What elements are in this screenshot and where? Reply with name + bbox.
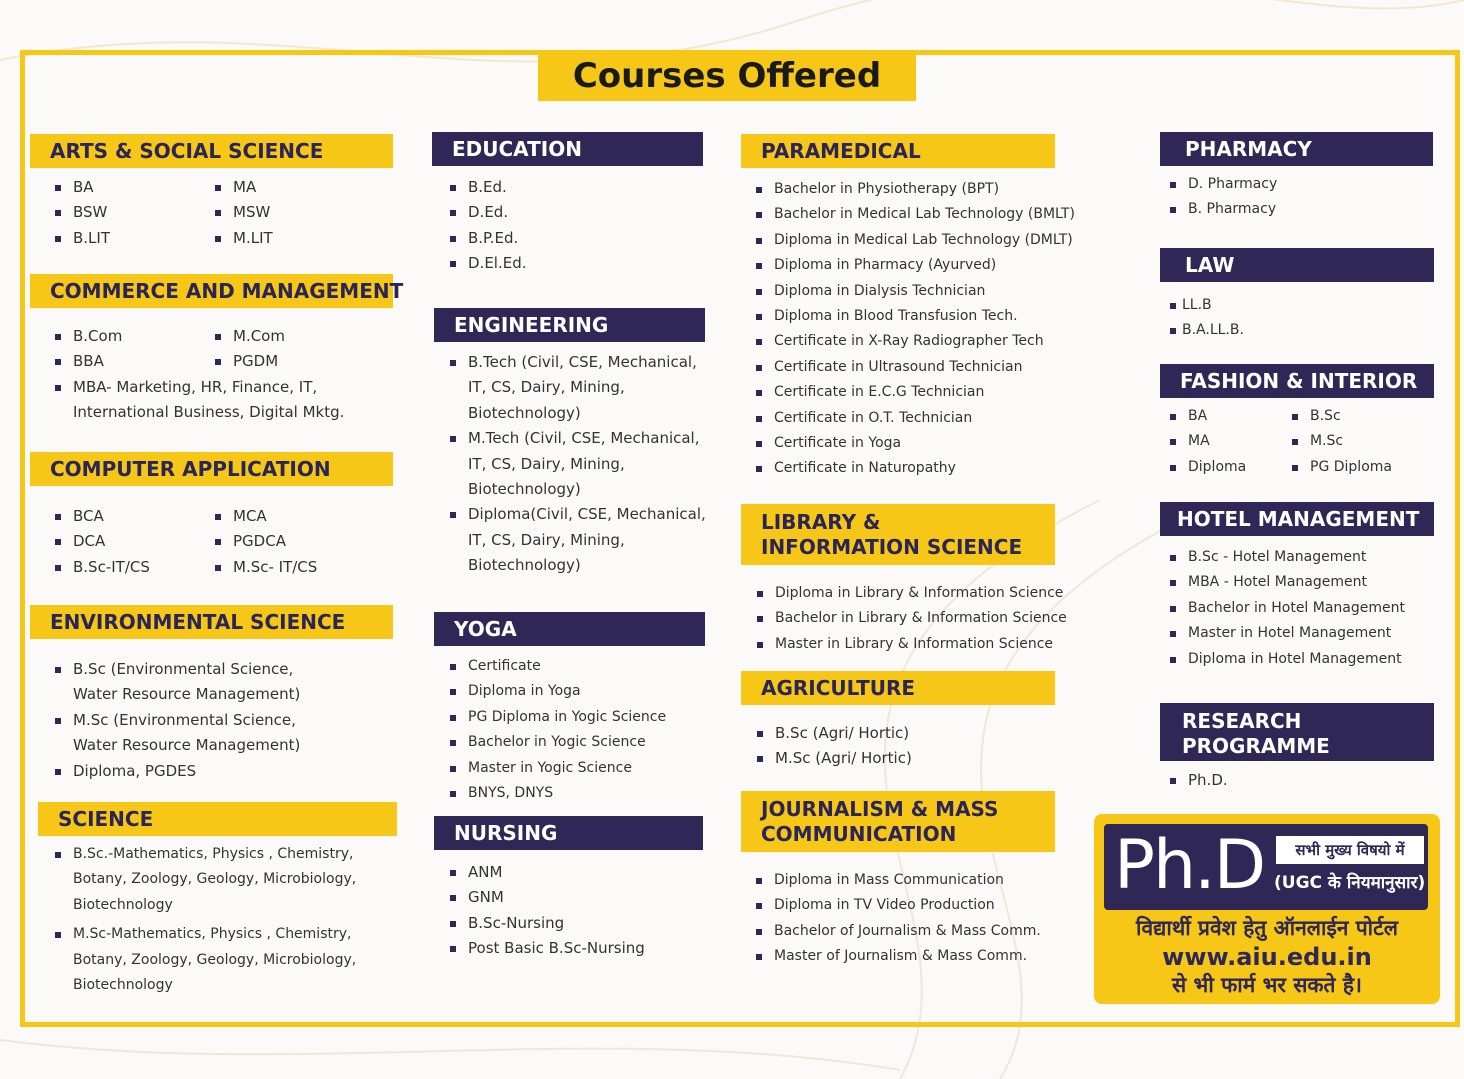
list-item: Diploma in TV Video Production	[756, 893, 1086, 918]
hotel-list	[1170, 545, 1440, 672]
list-item: B.Sc	[1292, 404, 1434, 429]
list-item: Post Basic B.Sc-Nursing	[450, 936, 712, 961]
list-item: Ph.D.	[1170, 768, 1430, 793]
paramedical-list	[756, 177, 1096, 482]
list-item: BA	[55, 175, 215, 200]
list-item: PG Diploma	[1292, 455, 1434, 480]
environmental-list	[55, 657, 335, 784]
list-item: Diploma	[1170, 455, 1292, 480]
phd-title: Ph.D	[1114, 826, 1265, 905]
list-item: PGDCA	[215, 529, 375, 554]
list-item: B.P.Ed.	[450, 226, 700, 251]
journalism-list	[756, 868, 1086, 970]
library-list	[757, 581, 1087, 657]
list-item: Diploma, PGDES	[55, 759, 335, 784]
research-list	[1170, 768, 1430, 793]
education-heading: EDUCATION	[432, 132, 703, 166]
list-item: B.Sc (Agri/ Hortic)	[757, 721, 1057, 746]
commerce-mba-list	[55, 375, 385, 426]
phd-ugc-note: (UGC के नियमानुसार)	[1274, 873, 1426, 893]
list-item: B.A.LL.B.	[1170, 318, 1430, 343]
computer-heading: COMPUTER APPLICATION	[30, 452, 393, 486]
list-item: Master in Library & Information Science	[757, 632, 1087, 657]
hotel-heading: HOTEL MANAGEMENT	[1160, 502, 1434, 536]
computer-list	[55, 504, 395, 580]
law-heading: LAW	[1160, 248, 1434, 282]
list-item: D.El.Ed.	[450, 251, 700, 276]
list-item: BA	[1170, 404, 1292, 429]
list-item: Bachelor in Yogic Science	[450, 730, 712, 755]
list-item: LL.B	[1170, 293, 1430, 318]
science-heading: SCIENCE	[38, 802, 397, 836]
list-item: B.Sc.-Mathematics, Physics , Chemistry, Botany, Zoology, Geology, Microbiology, Biotechnology	[55, 842, 375, 918]
nursing-list	[450, 860, 712, 962]
phd-promo-box	[1094, 814, 1440, 1004]
arts-heading: ARTS & SOCIAL SCIENCE	[30, 134, 393, 168]
pharmacy-heading: PHARMACY	[1160, 132, 1433, 166]
list-item: B.Sc (Environmental Science, Water Resource Management)	[55, 657, 335, 708]
list-item: MBA- Marketing, HR, Finance, IT, International Business, Digital Mktg.	[55, 375, 385, 426]
list-item: B.LIT	[55, 226, 215, 251]
list-item: Diploma in Mass Communication	[756, 868, 1086, 893]
list-item: M.Sc (Agri/ Hortic)	[757, 746, 1057, 771]
list-item: D.Ed.	[450, 200, 700, 225]
science-list	[55, 842, 375, 998]
list-item: B. Pharmacy	[1170, 197, 1430, 222]
phd-banner	[1104, 824, 1428, 910]
phd-subjects-chip: सभी मुख्य विषयो में	[1276, 836, 1424, 864]
research-heading: RESEARCH PROGRAMME	[1160, 703, 1434, 761]
list-item: Certificate in O.T. Technician	[756, 406, 1096, 431]
yoga-heading: YOGA	[434, 612, 705, 646]
arts-list	[55, 175, 395, 251]
list-item: B.Sc-Nursing	[450, 911, 712, 936]
list-item: M.LIT	[215, 226, 375, 251]
list-item: D. Pharmacy	[1170, 172, 1430, 197]
list-item: GNM	[450, 885, 712, 910]
list-item: BCA	[55, 504, 215, 529]
library-heading: LIBRARY & INFORMATION SCIENCE	[741, 504, 1055, 565]
list-item: BBA	[55, 349, 215, 374]
list-item: Certificate	[450, 654, 712, 679]
list-item: B.Tech (Civil, CSE, Mechanical, IT, CS, Dairy, Mining, Biotechnology)	[450, 350, 712, 426]
list-item: PGDM	[215, 349, 375, 374]
list-item: MBA - Hotel Management	[1170, 570, 1440, 595]
engineering-list	[450, 350, 712, 579]
list-item: MCA	[215, 504, 375, 529]
list-item: BSW	[55, 200, 215, 225]
list-item: BNYS, DNYS	[450, 781, 712, 806]
fashion-heading: FASHION & INTERIOR	[1160, 364, 1434, 398]
list-item: M.Sc- IT/CS	[215, 555, 375, 580]
list-item: PG Diploma in Yogic Science	[450, 705, 712, 730]
list-item: Bachelor in Physiotherapy (BPT)	[756, 177, 1096, 202]
yoga-list	[450, 654, 712, 806]
list-item: DCA	[55, 529, 215, 554]
commerce-heading: COMMERCE AND MANAGEMENT	[30, 274, 393, 308]
list-item: Bachelor in Hotel Management	[1170, 596, 1440, 621]
paramedical-heading: PARAMEDICAL	[741, 134, 1055, 168]
list-item: Diploma(Civil, CSE, Mechanical, IT, CS, Dairy, Mining, Biotechnology)	[450, 502, 712, 578]
list-item: Master of Journalism & Mass Comm.	[756, 944, 1086, 969]
commerce-list	[55, 324, 395, 375]
list-item: B.Sc-IT/CS	[55, 555, 215, 580]
list-item: B.Sc - Hotel Management	[1170, 545, 1440, 570]
list-item: Diploma in Hotel Management	[1170, 647, 1440, 672]
list-item: MSW	[215, 200, 375, 225]
list-item: M.Sc	[1292, 429, 1434, 454]
list-item: Certificate in X-Ray Radiographer Tech	[756, 329, 1096, 354]
list-item: Diploma in Blood Transfusion Tech.	[756, 304, 1096, 329]
list-item: B.Ed.	[450, 175, 700, 200]
list-item: M.Tech (Civil, CSE, Mechanical, IT, CS, Dairy, Mining, Biotechnology)	[450, 426, 712, 502]
list-item: Certificate in Naturopathy	[756, 456, 1096, 481]
agriculture-list	[757, 721, 1057, 772]
list-item: Bachelor in Medical Lab Technology (BMLT)	[756, 202, 1096, 227]
journalism-heading: JOURNALISM & MASS COMMUNICATION	[741, 791, 1055, 852]
list-item: Diploma in Medical Lab Technology (DMLT)	[756, 228, 1096, 253]
phd-form-text: से भी फार्म भर सकते है।	[1172, 973, 1362, 997]
list-item: Certificate in Yoga	[756, 431, 1096, 456]
list-item: Bachelor in Library & Information Science	[757, 606, 1087, 631]
nursing-heading: NURSING	[434, 816, 703, 850]
list-item: Diploma in Yoga	[450, 679, 712, 704]
environmental-heading: ENVIRONMENTAL SCIENCE	[30, 605, 393, 639]
phd-website-link[interactable]: www.aiu.edu.in	[1162, 943, 1372, 971]
page-title: Courses Offered	[538, 55, 916, 101]
pharmacy-list	[1170, 172, 1430, 223]
education-list	[450, 175, 700, 277]
list-item: Master in Hotel Management	[1170, 621, 1440, 646]
list-item: M.Com	[215, 324, 375, 349]
list-item: Bachelor of Journalism & Mass Comm.	[756, 919, 1086, 944]
list-item: MA	[215, 175, 375, 200]
list-item: M.Sc (Environmental Science, Water Resource Management)	[55, 708, 335, 759]
list-item: M.Sc-Mathematics, Physics , Chemistry, Botany, Zoology, Geology, Microbiology, Biotechnology	[55, 922, 375, 998]
list-item: Diploma in Dialysis Technician	[756, 279, 1096, 304]
fashion-list	[1170, 404, 1434, 480]
list-item: Master in Yogic Science	[450, 756, 712, 781]
list-item: ANM	[450, 860, 712, 885]
list-item: B.Com	[55, 324, 215, 349]
law-list	[1170, 293, 1430, 344]
list-item: Diploma in Library & Information Science	[757, 581, 1087, 606]
list-item: Certificate in Ultrasound Technician	[756, 355, 1096, 380]
agriculture-heading: AGRICULTURE	[741, 671, 1055, 705]
phd-portal-text: विद्यार्थी प्रवेश हेतु ऑनलाईन पोर्टल	[1136, 916, 1398, 940]
engineering-heading: ENGINEERING	[434, 308, 705, 342]
list-item: Certificate in E.C.G Technician	[756, 380, 1096, 405]
list-item: MA	[1170, 429, 1292, 454]
list-item: Diploma in Pharmacy (Ayurved)	[756, 253, 1096, 278]
